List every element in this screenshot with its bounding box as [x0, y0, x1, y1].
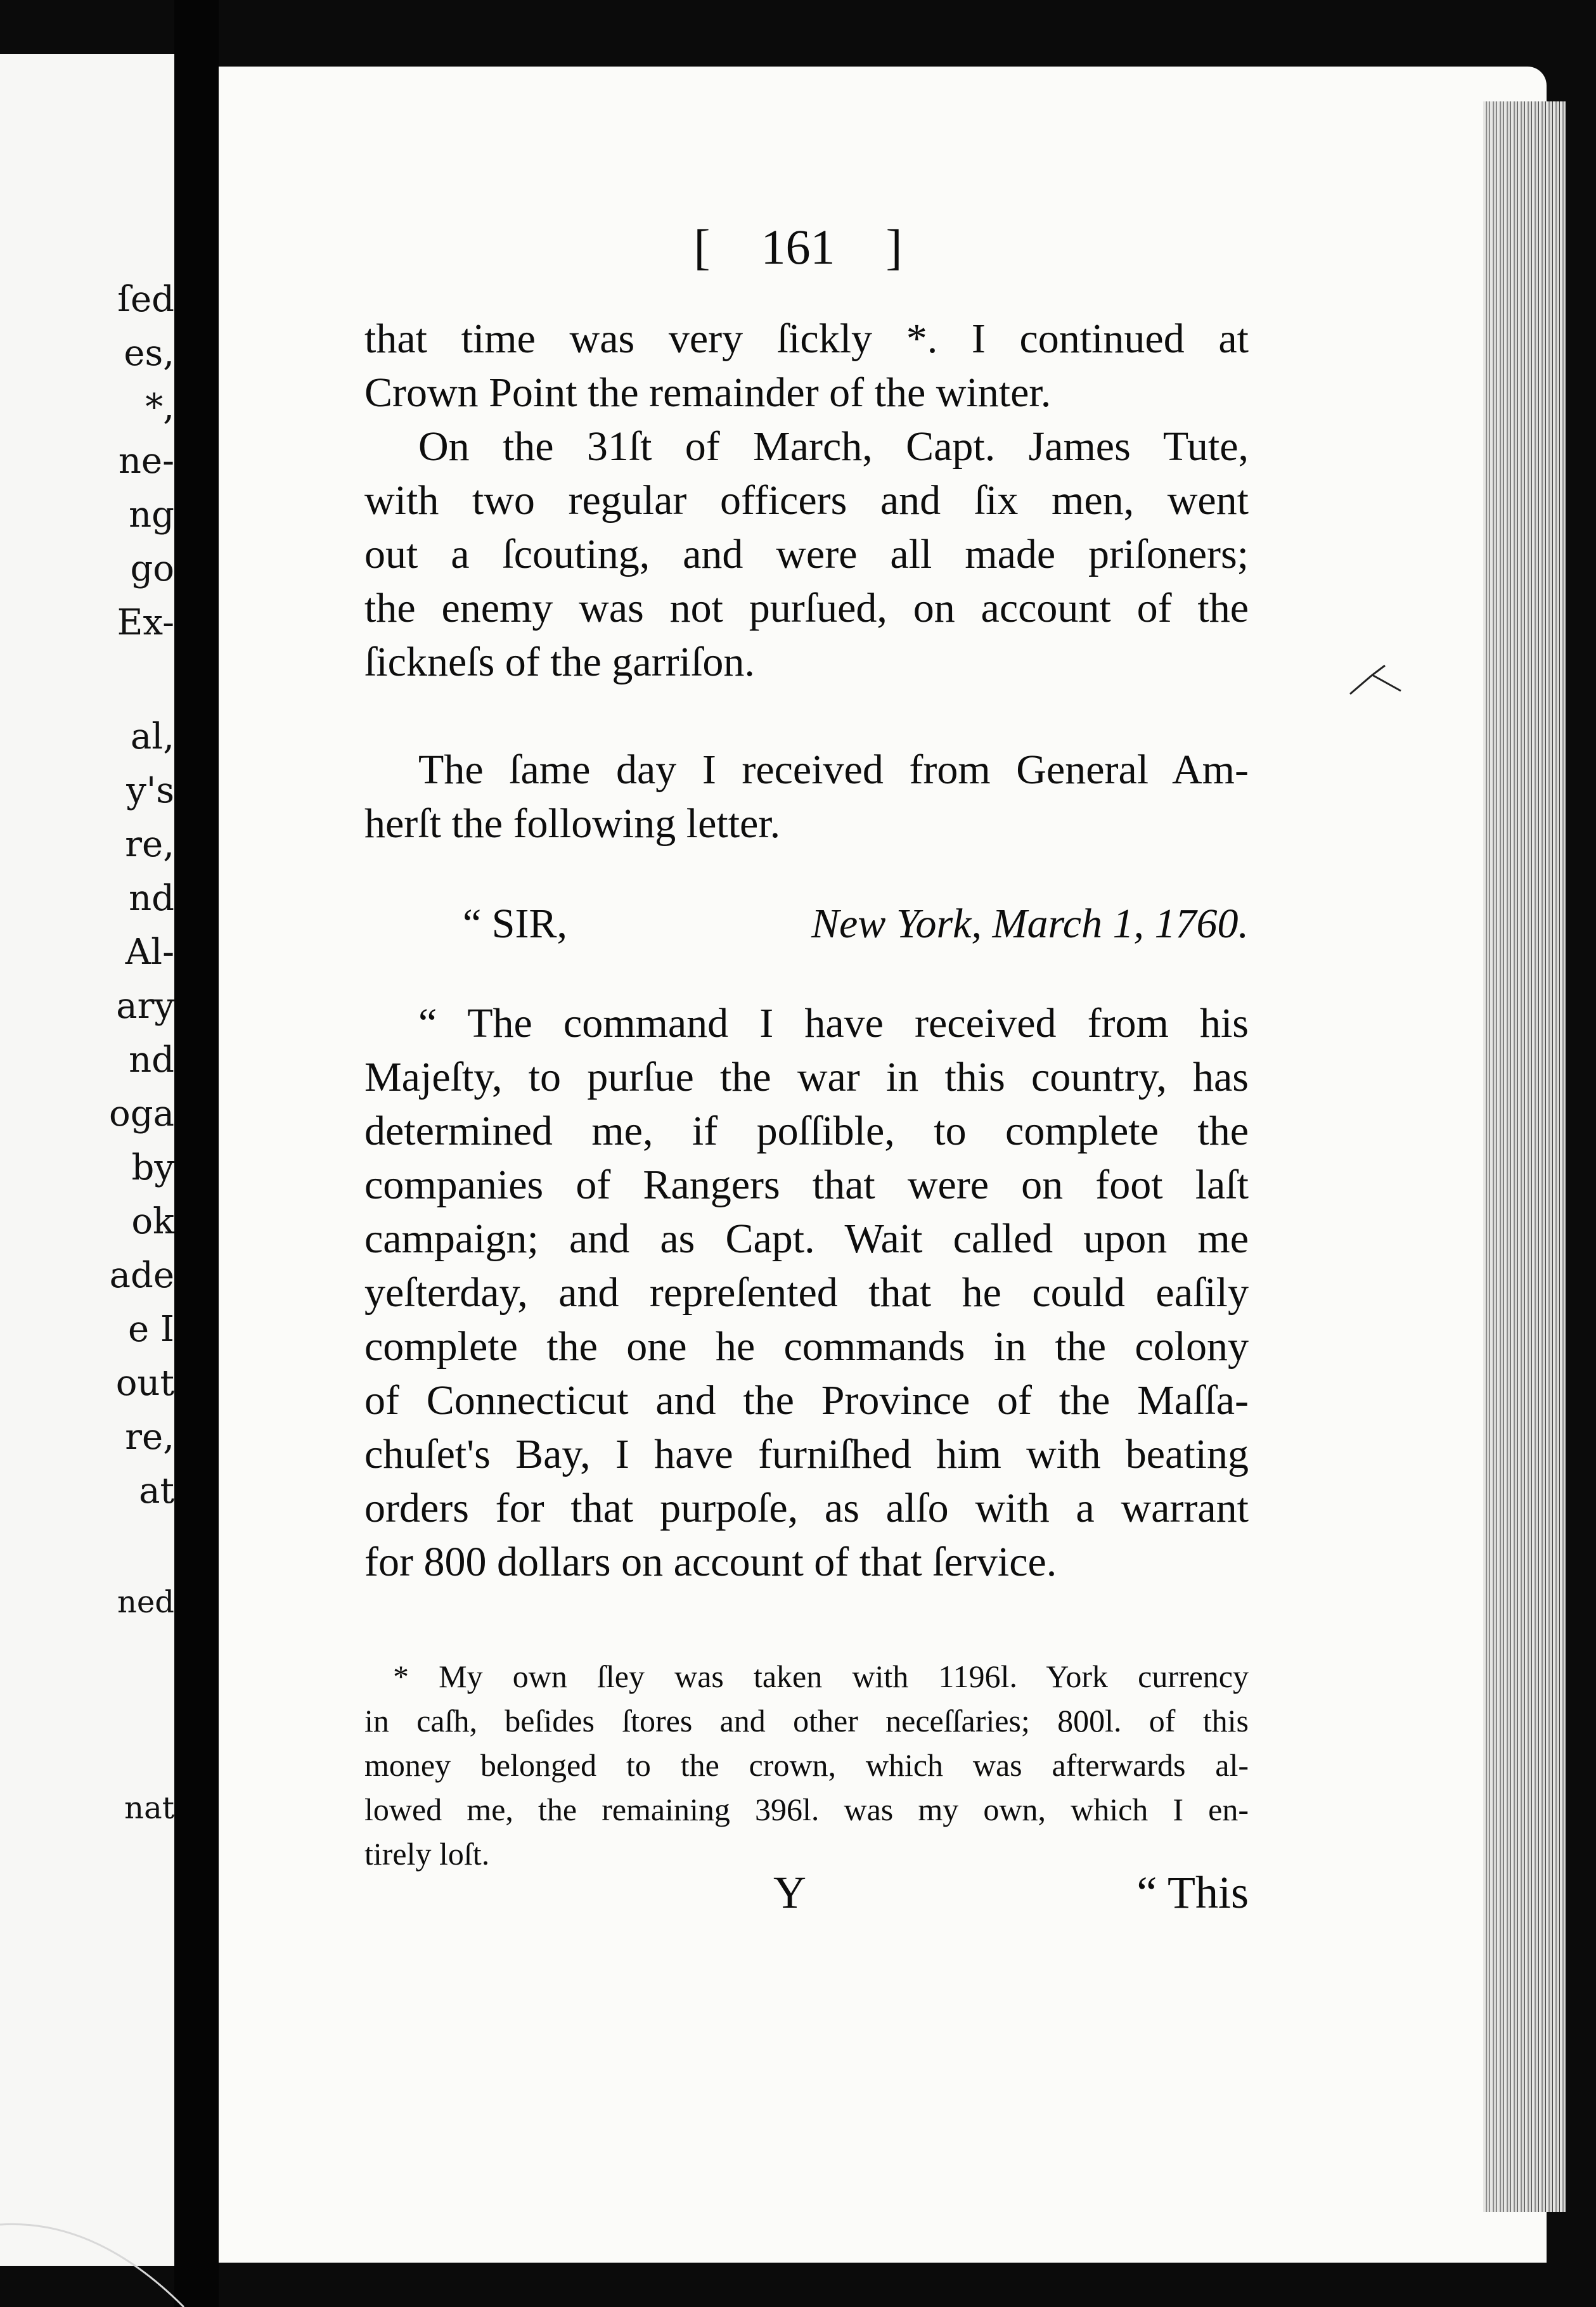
letter-salutation: “ SIR,	[463, 901, 567, 947]
footnote-line: lowed me, the remaining 396l. was my own, which I en-	[364, 1792, 1249, 1827]
text-line: ſickneſs of the garriſon.	[364, 639, 755, 685]
facing-page-fragment: Ex-	[117, 602, 174, 643]
facing-page-fragment: go	[130, 548, 174, 589]
facing-page	[0, 54, 174, 2266]
facing-page-fragment: ok	[131, 1201, 174, 1242]
facing-page-fragment: al,	[130, 716, 174, 757]
text-line: Crown Point the remainder of the winter.	[364, 370, 1052, 416]
footnote-line: money belonged to the crown, which was afterwards al-	[364, 1747, 1249, 1783]
text-line: that time was very ſickly *. I continued at	[364, 316, 1249, 362]
text-line: out a ſcouting, and were all made priſoners;	[364, 531, 1249, 577]
facing-page-fragment: ned	[117, 1584, 174, 1620]
gutter	[174, 0, 219, 2307]
facing-page-fragment: Al-	[125, 932, 174, 973]
facing-page-fragment: at	[139, 1470, 174, 1512]
letter-line: “ The command I have received from his	[418, 1000, 1249, 1046]
facing-page-fragment: nat	[124, 1790, 174, 1826]
page-corner-curl	[0, 2212, 190, 2307]
facing-page-fragment: ng	[129, 494, 174, 536]
letter-line: yeſterday, and repreſented that he could eaſily	[364, 1269, 1249, 1316]
facing-page-fragment: out	[115, 1363, 174, 1404]
facing-page-fragment: es,	[124, 333, 174, 374]
pencil-mark	[1347, 662, 1404, 700]
signature-mark: Y	[773, 1867, 806, 1918]
letter-line: companies of Rangers that were on foot laſt	[364, 1162, 1249, 1208]
page-edges	[1483, 101, 1566, 2212]
letter-line: orders for that purpoſe, as alſo with a warrant	[364, 1485, 1249, 1531]
letter-line: determined me, if poſſible, to complete the	[364, 1108, 1249, 1154]
text-line: with two regular officers and ſix men, went	[364, 477, 1249, 524]
running-head	[0, 219, 1596, 276]
letter-line: for 800 dollars on account of that ſervice.	[364, 1539, 1057, 1585]
facing-page-fragment: oga	[109, 1093, 174, 1134]
footnote-line: * My own ſley was taken with 1196l. York currency	[393, 1659, 1249, 1694]
facing-page-fragment: e I	[127, 1309, 174, 1350]
facing-page-fragment: by	[131, 1147, 174, 1188]
facing-page-fragment: ſed	[117, 279, 174, 320]
letter-line: campaign; and as Capt. Wait called upon me	[364, 1216, 1249, 1262]
facing-page-fragment: *,	[145, 387, 174, 428]
facing-page-fragment: ade	[109, 1255, 174, 1296]
facing-page-fragment: nd	[129, 1039, 174, 1081]
page-number: 161	[761, 219, 835, 274]
letter-dateline: New York, March 1, 1760.	[811, 901, 1249, 947]
text-line: On the 31ſt of March, Capt. James Tute,	[418, 423, 1249, 470]
text-line: The ſame day I received from General Am-	[418, 747, 1249, 793]
facing-page-fragment: re,	[125, 824, 174, 865]
facing-page-fragment: nd	[129, 878, 174, 919]
bracket-open: [	[693, 219, 711, 274]
facing-page-fragment: ne-	[118, 440, 174, 482]
letter-line: Majeſty, to purſue the war in this country, has	[364, 1054, 1249, 1100]
text-line: the enemy was not purſued, on account of the	[364, 585, 1249, 631]
footnote-line: tirely loſt.	[364, 1836, 490, 1872]
letter-line: complete the one he commands in the colony	[364, 1323, 1249, 1370]
letter-line: of Connecticut and the Province of the Maſſa-	[364, 1377, 1249, 1423]
catchword: “ This	[1136, 1867, 1249, 1918]
letter-line: chuſet's Bay, I have furniſhed him with beating	[364, 1431, 1249, 1477]
footnote-line: in caſh, beſides ſtores and other neceſſaries; 800l. of this	[364, 1703, 1249, 1738]
facing-page-fragment: y's	[126, 770, 174, 811]
text-line: herſt the following letter.	[364, 800, 781, 847]
facing-page-fragment: re,	[125, 1417, 174, 1458]
bracket-close: ]	[885, 219, 903, 274]
facing-page-fragment: ary	[116, 986, 174, 1027]
